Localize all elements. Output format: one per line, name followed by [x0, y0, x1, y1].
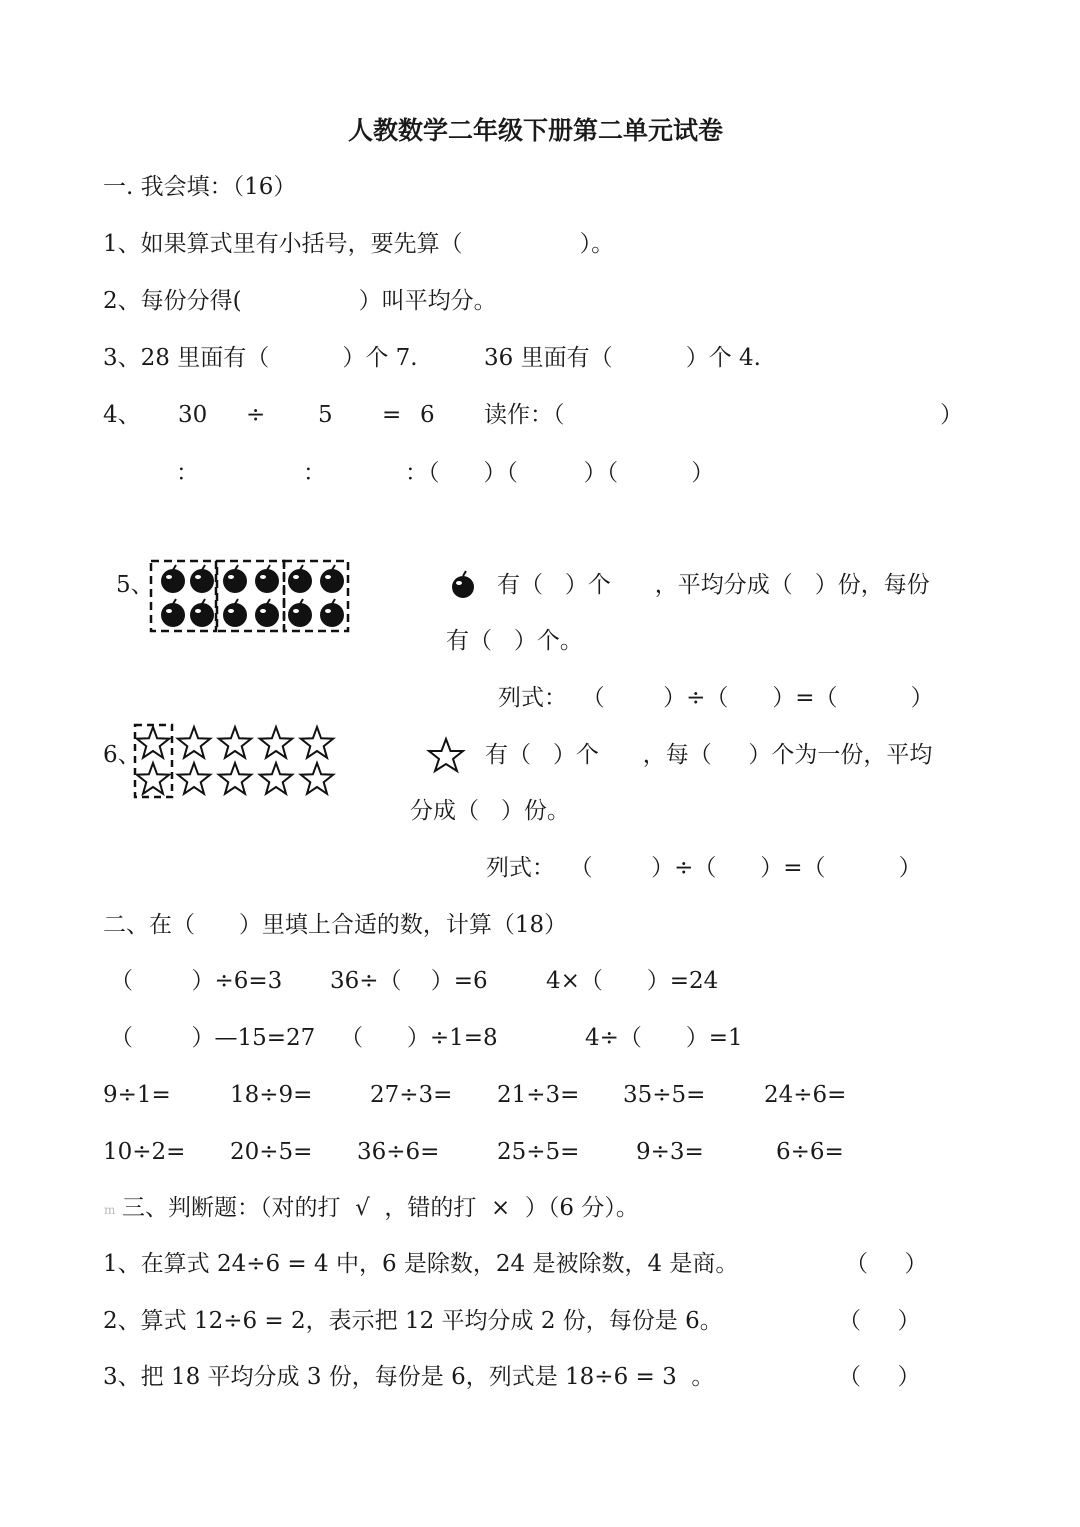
apple-icon — [288, 569, 312, 593]
calc-item: 25÷5= — [497, 1139, 580, 1165]
calc-item: 27÷3= — [370, 1082, 453, 1108]
judge-item-2: 2、算式 12÷6 = 2，表示把 12 平均分成 2 份，每份是 6。 — [103, 1308, 723, 1334]
section2-heading: 二、在（ ）里填上合适的数，计算（18） — [103, 912, 568, 938]
judge-item-3: 3、把 18 平均分成 3 份，每份是 6，列式是 18÷6 = 3 。 — [103, 1364, 715, 1390]
apple-icon — [161, 569, 185, 593]
q4-colon-2: ： — [303, 460, 326, 486]
question-3-part-b: 36 里面有（ ）个 4. — [484, 345, 761, 371]
apple-icon — [190, 603, 214, 627]
question-2: 2、每份分得( ）叫平均分。 — [103, 288, 497, 314]
question-4-label: 4、 — [103, 402, 141, 428]
q4-colon-1: ： — [176, 460, 199, 486]
q4-read-close: ） — [940, 402, 963, 428]
q4-equals-sign: = — [382, 402, 402, 428]
question-6-label: 6、 — [103, 742, 141, 768]
star-icon — [137, 763, 169, 794]
question-5-text-1: 有（ ）个 ，平均分成（ ）份，每份 — [497, 572, 930, 598]
judge-blank-2: （ ） — [838, 1308, 921, 1334]
judge-blank-1: （ ） — [845, 1251, 928, 1277]
calc-item: 18÷9= — [230, 1082, 313, 1108]
calc-item: 35÷5= — [623, 1082, 706, 1108]
calc-item: 36÷6= — [357, 1139, 440, 1165]
section1-heading: 一. 我会填：（16） — [103, 174, 297, 200]
star-icon — [301, 763, 333, 794]
question-6-text-1: 有（ ）个 ，每（ ）个为一份，平均 — [485, 742, 933, 768]
section3-heading: 三、判断题：（对的打 √ ，错的打 × ）（6 分）。 — [122, 1195, 639, 1221]
star-icon — [219, 763, 251, 794]
margin-mark: m — [104, 1203, 116, 1217]
star-icon — [260, 763, 292, 794]
q4-divide-sign: ÷ — [246, 402, 266, 428]
q4-quotient: 6 — [420, 402, 435, 428]
calc-item: 21÷3= — [497, 1082, 580, 1108]
judge-item-1: 1、在算式 24÷6 = 4 中，6 是除数，24 是被除数，4 是商。 — [103, 1251, 739, 1277]
q4-name-blanks: ：（ ）（ ）（ ） — [405, 460, 715, 486]
apple-icon — [190, 569, 214, 593]
apple-icon — [223, 569, 247, 593]
star-icon — [260, 727, 292, 758]
page-title: 人教数学二年级下册第二单元试卷 — [348, 116, 724, 145]
question-6-text-2: 分成（ ）份。 — [410, 798, 570, 824]
apple-icon — [255, 569, 279, 593]
calc-item: 9÷1= — [103, 1082, 171, 1108]
question-6-formula: 列式： （ ）÷（ ）=（ ） — [486, 855, 922, 881]
question-1: 1、如果算式里有小括号，要先算（ ）。 — [103, 231, 615, 257]
calc-item: 6÷6= — [776, 1139, 844, 1165]
question-3-part-a: 3、28 里面有（ ）个 7. — [103, 345, 418, 371]
apple-icon — [450, 570, 478, 600]
apple-icon — [223, 603, 247, 627]
question-5-formula: 列式： （ ）÷（ ）=（ ） — [498, 685, 934, 711]
fill-item: （ ）÷6=3 — [110, 968, 283, 994]
star-groups-figure — [132, 722, 342, 802]
apple-groups-figure — [140, 558, 355, 636]
q4-dividend: 30 — [178, 402, 208, 428]
apple-icon — [288, 603, 312, 627]
fill-item: 4÷（ ）=1 — [585, 1025, 743, 1051]
star-icon — [178, 727, 210, 758]
star-icon — [178, 763, 210, 794]
question-5-text-2: 有（ ）个。 — [446, 628, 583, 654]
fill-item: （ ）—15=27 — [110, 1025, 316, 1051]
fill-item: （ ）÷1=8 — [340, 1025, 498, 1051]
judge-blank-3: （ ） — [838, 1364, 921, 1390]
apple-icon — [320, 603, 344, 627]
apple-icon — [161, 603, 185, 627]
apple-icon — [255, 603, 279, 627]
apple-icon — [320, 569, 344, 593]
star-icon — [426, 736, 466, 774]
q4-read-as: 读作：（ — [484, 402, 565, 428]
star-icon — [301, 727, 333, 758]
calc-item: 24÷6= — [764, 1082, 847, 1108]
star-icon — [137, 727, 169, 758]
calc-item: 9÷3= — [636, 1139, 704, 1165]
fill-item: 36÷（ ）=6 — [330, 968, 488, 994]
question-5-label: 5、 — [116, 572, 154, 598]
q4-divisor: 5 — [318, 402, 333, 428]
calc-item: 20÷5= — [230, 1139, 313, 1165]
star-icon — [219, 727, 251, 758]
calc-item: 10÷2= — [103, 1139, 186, 1165]
fill-item: 4×（ ）=24 — [546, 968, 719, 994]
